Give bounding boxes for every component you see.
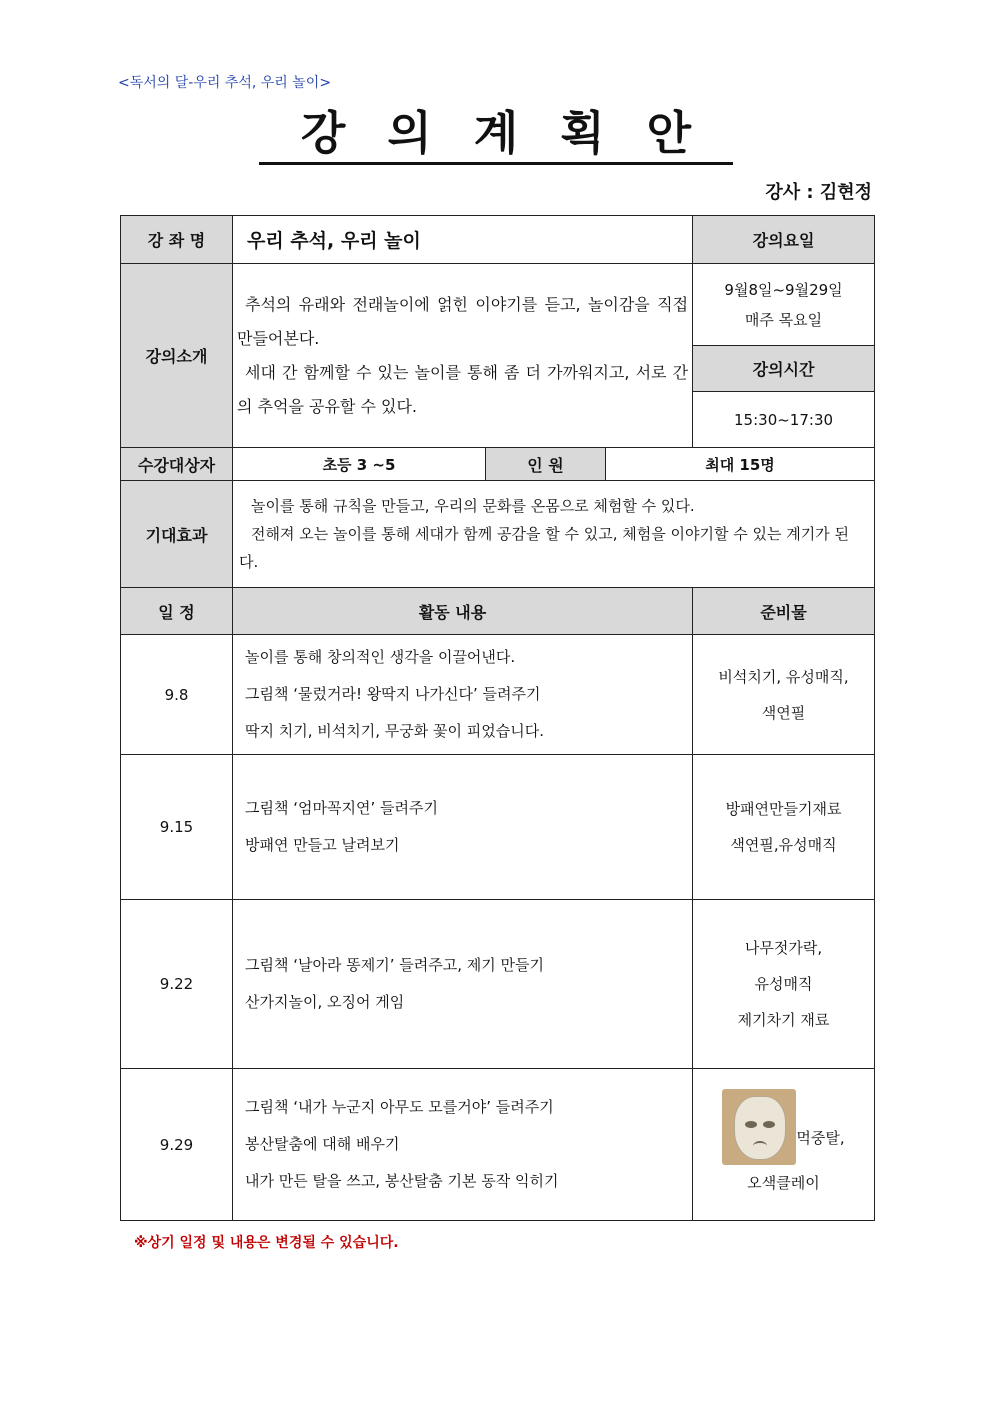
schedule-header-activity: 활동 내용 [233, 588, 693, 635]
activity-item: 그림책 ‘날아라 똥제기’ 들려주고, 제기 만들기 [245, 956, 544, 974]
intro-line: 추석의 유래와 전래놀이에 얽힌 이야기를 듣고, 놀이감을 직접 만들어본다. [237, 294, 689, 348]
course-name: 우리 추석, 우리 놀이 [233, 216, 693, 264]
activity-item: 산가지놀이, 오징어 게임 [245, 993, 405, 1011]
schedule-materials [693, 755, 875, 900]
schedule-activities [233, 900, 693, 1069]
schedule-activities [233, 755, 693, 900]
lecture-time-label: 강의시간 [693, 346, 875, 392]
period-dates: 9월8일~9월29일 [724, 280, 843, 299]
activity-item: 봉산탈춤에 대해 배우기 [245, 1135, 400, 1153]
mask-eye [763, 1121, 775, 1128]
schedule-date: 9.22 [121, 900, 233, 1069]
schedule-header-date: 일 정 [121, 588, 233, 635]
material-item: 색연필,유성매직 [730, 836, 837, 854]
schedule-header-materials: 준비물 [693, 588, 875, 635]
material-item: 먹중탈, [796, 1128, 845, 1147]
lecture-time: 15:30~17:30 [693, 392, 875, 448]
material-item: 방패연만들기재료 [725, 800, 842, 818]
page-title: 강의계획안 [259, 104, 733, 165]
material-item: 비석치기, 유성매직, [718, 667, 849, 686]
lecture-period [693, 264, 875, 346]
activity-item: 그림책 ‘엄마꼭지연’ 들려주기 [245, 799, 438, 817]
course-name-label: 강 좌 명 [121, 216, 233, 264]
intro-line: 세대 간 함께할 수 있는 놀이를 통해 좀 더 가까워지고, 서로 간의 추억을 공유할 수 있다. [237, 362, 689, 416]
material-item: 유성매직 [754, 975, 813, 993]
activity-item: 내가 만든 탈을 쓰고, 봉산탈춤 기본 동작 익히기 [245, 1172, 559, 1190]
mask-eye [745, 1121, 757, 1128]
target-value: 초등 3 ~5 [233, 448, 486, 481]
schedule-row [121, 635, 875, 755]
schedule-activities [233, 635, 693, 755]
activity-item: 놀이를 통해 창의적인 생각을 이끌어낸다. [245, 648, 516, 666]
capacity-value: 최대 15명 [606, 448, 875, 481]
effect-line: 놀이를 통해 규칙을 만들고, 우리의 문화를 온몸으로 체험할 수 있다. [251, 497, 695, 515]
mask-mouth [753, 1141, 767, 1151]
expected-effect [233, 481, 875, 588]
page-title-wrap [0, 104, 992, 165]
activity-item: 그림책 ‘내가 누군지 아무도 모를거야’ 들려주기 [245, 1098, 554, 1116]
instructor-name: 강사 : 김현정 [765, 182, 872, 203]
schedule-row [121, 1069, 875, 1221]
intro-label: 강의소개 [121, 264, 233, 448]
course-intro [233, 264, 693, 448]
period-weekday: 매주 목요일 [744, 310, 823, 329]
material-item: 제기차기 재료 [737, 1011, 830, 1029]
schedule-date: 9.29 [121, 1069, 233, 1221]
lecture-day-label: 강의요일 [693, 216, 875, 264]
mask-image [722, 1089, 796, 1165]
material-item: 색연필 [761, 703, 806, 722]
schedule-date: 9.8 [121, 635, 233, 755]
activity-item: 그림책 ‘물렀거라! 왕딱지 나가신다’ 들려주기 [245, 685, 541, 703]
material-item: 오색클레이 [747, 1173, 820, 1192]
schedule-date: 9.15 [121, 755, 233, 900]
schedule-row [121, 755, 875, 900]
activity-item: 딱지 치기, 비석치기, 무궁화 꽃이 피었습니다. [245, 722, 544, 740]
mask-face [734, 1096, 786, 1160]
activity-item: 방패연 만들고 날려보기 [245, 836, 400, 854]
capacity-label: 인 원 [486, 448, 606, 481]
schedule-materials [693, 1069, 875, 1221]
effect-line: 전해져 오는 놀이를 통해 세대가 함께 공감을 할 수 있고, 체험을 이야기할 수 있는 계기가 된다. [239, 525, 849, 571]
event-label: <독서의 달-우리 추석, 우리 놀이> [118, 75, 332, 91]
change-notice: ※상기 일정 및 내용은 변경될 수 있습니다. [134, 1235, 399, 1251]
lecture-plan-table [120, 215, 875, 1221]
mask-material [693, 1089, 874, 1165]
material-item: 나무젓가락, [744, 939, 823, 957]
schedule-materials [693, 635, 875, 755]
schedule-row [121, 900, 875, 1069]
target-label: 수강대상자 [121, 448, 233, 481]
schedule-activities [233, 1069, 693, 1221]
schedule-materials [693, 900, 875, 1069]
effect-label: 기대효과 [121, 481, 233, 588]
